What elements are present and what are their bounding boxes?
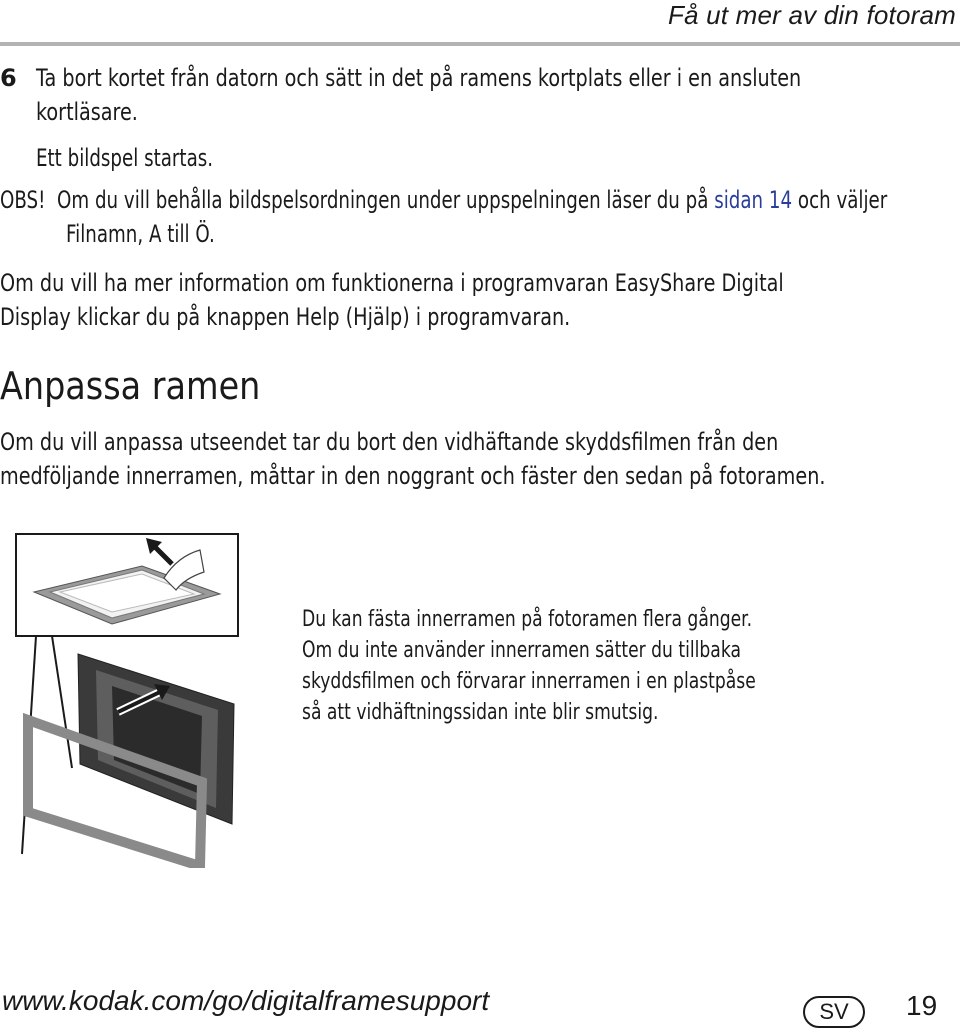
caption-line-3: skyddsfilmen och förvarar innerramen i en plastpåse <box>302 669 756 694</box>
section-text-line-1: Om du vill anpassa utseendet tar du bort den vidhäftande skyddsfilmen från den <box>0 428 779 456</box>
caption-line-4: så att vidhäftningssidan inte blir smutsig. <box>302 700 659 725</box>
page-header-title: Få ut mer av din fotoram <box>667 0 956 30</box>
info-line-2: Display klickar du på knappen Help (Hjälp) i programvaran. <box>0 303 571 331</box>
step-number: 6 <box>0 64 17 92</box>
note-text-after: och väljer <box>797 186 888 214</box>
header-rule <box>0 42 960 46</box>
language-badge: SV <box>803 996 865 1028</box>
step-text-line-2: kortläsare. <box>36 98 138 126</box>
step-text-line-1: Ta bort kortet från datorn och sätt in det på ramens kortplats eller i en ansluten <box>36 64 802 92</box>
section-heading: Anpassa ramen <box>0 364 261 408</box>
frame-illustration <box>14 532 284 868</box>
callout-pointer-right <box>52 636 72 768</box>
caption-line-2: Om du inte använder innerramen sätter du tillbaka <box>302 638 741 663</box>
note-text: Om du vill behålla bildspelsordningen under uppspelningen läser du på <box>57 186 709 214</box>
page-number: 19 <box>906 990 938 1021</box>
section-text-line-2: medföljande innerramen, måttar in den noggrant och fäster den sedan på fotoramen. <box>0 462 826 490</box>
figure-caption <box>302 604 756 728</box>
note-prefix: OBS! <box>0 186 46 214</box>
note-line-1 <box>0 184 887 217</box>
caption-line-1: Du kan fästa innerramen på fotoramen flera gånger. <box>302 607 753 632</box>
page-link[interactable]: sidan 14 <box>714 186 793 214</box>
footer-url[interactable]: www.kodak.com/go/digitalframesupport <box>2 985 490 1016</box>
note-line-2: Filnamn, A till Ö. <box>66 220 215 248</box>
info-line-1: Om du vill ha mer information om funktionerna i programvaran EasyShare Digital <box>0 269 784 297</box>
step-result: Ett bildspel startas. <box>36 144 214 172</box>
